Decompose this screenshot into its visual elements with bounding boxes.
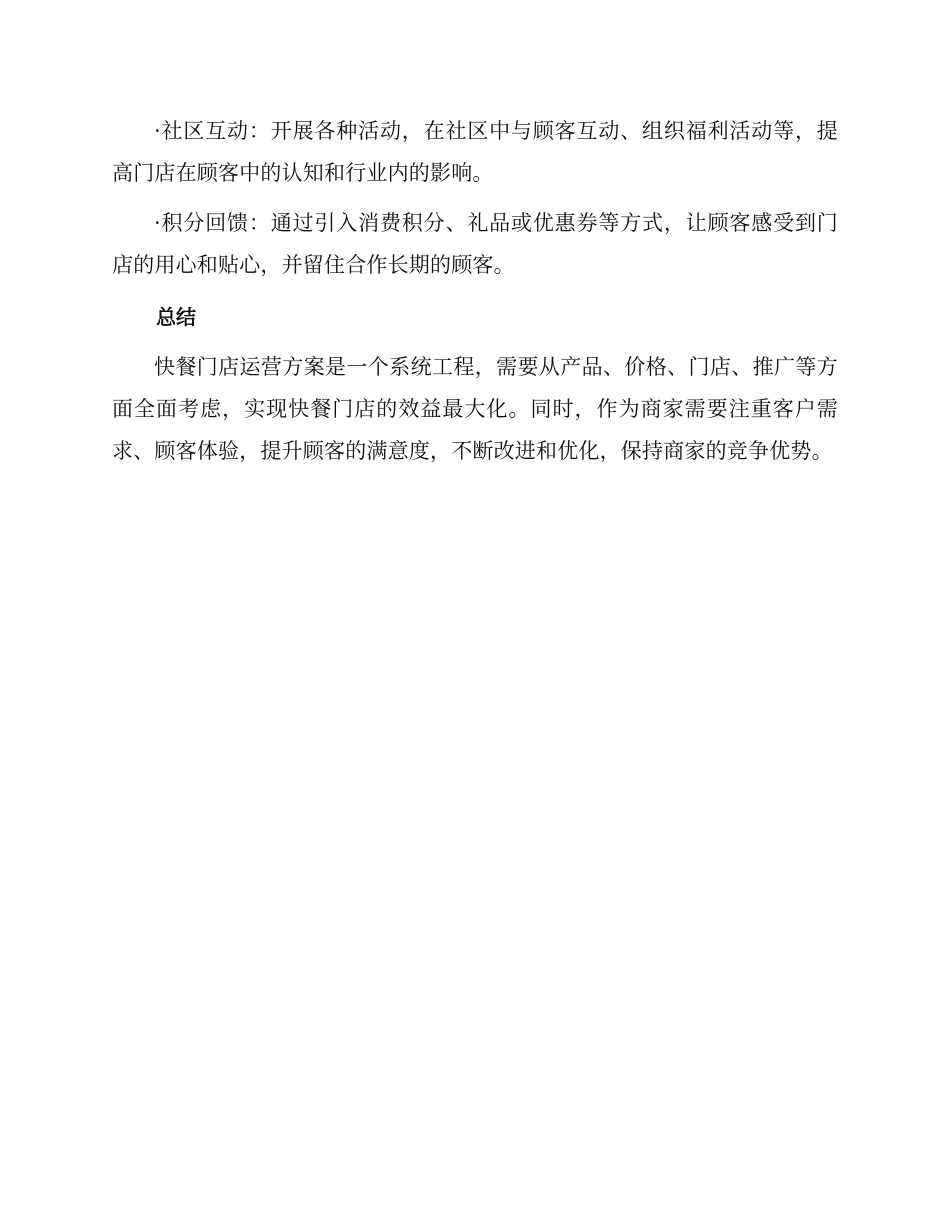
section-heading-summary: 总结 [156,305,196,329]
paragraph-summary: 快餐门店运营方案是一个系统工程，需要从产品、价格、门店、推广等方面全面考虑，实现快餐门店的效益最大化。同时，作为商家需要注重客户需求、顾客体验，提升顾客的满意度，不断改进和优化，保持商家的竞争优势。 [112,355,838,463]
paragraph-points-reward: ·积分回馈：通过引入消费积分、礼品或优惠券等方式，让顾客感受到门店的用心和贴心，并留住合作长期的顾客。 [112,211,838,277]
document-body [112,110,838,472]
paragraph-community-interaction: ·社区互动：开展各种活动，在社区中与顾客互动、组织福利活动等，提高门店在顾客中的认知和行业内的影响。 [112,119,838,185]
